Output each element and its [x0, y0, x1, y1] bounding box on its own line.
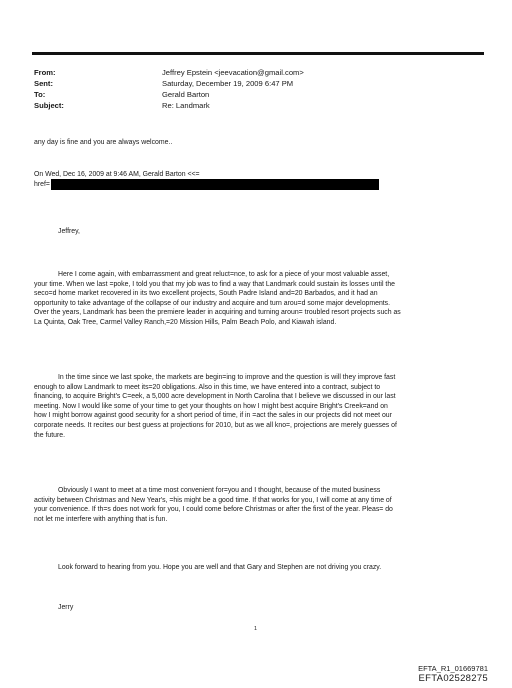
reply-line: any day is fine and you are always welcome..	[34, 139, 173, 146]
subject-label: Subject:	[34, 101, 64, 110]
sent-row	[34, 78, 294, 89]
para1-line: opportunity to take advantage of the collapse of our industry and acquire and turn arou=d some major developments.	[34, 299, 391, 307]
para2-line: the future.	[34, 431, 66, 439]
para3-line: not let me interfere with anything that is fun.	[34, 515, 168, 523]
para1-line: La Quinta, Oak Tree, Carmel Valley Ranch,=20 Mission Hills, Palm Beach Polo, and Kiawah island.	[34, 318, 337, 326]
paragraph-2	[34, 373, 490, 440]
bates-number-1: EFTA_R1_01669781	[418, 664, 488, 673]
para2-line: In the time since we last spoke, the markets are begin=ing to improve and the question is will they improve fast	[58, 374, 396, 381]
para3-line: activity between Christmas and New Year's, =his might be a good time. If that works for you, I will come at any time of	[34, 496, 392, 504]
para2-line: corporate needs. It recites our best guess at projections for 2010, but as we all kno=, projections are merely guesses of	[34, 421, 397, 429]
paragraph-1	[34, 270, 490, 328]
para1-line: your time. When we last =poke, I told you that my job was to find a way that Landmark could sustain its losses until the	[34, 280, 395, 288]
paragraph-3	[34, 486, 490, 524]
page-number: 1	[254, 626, 258, 632]
sent-label: Sent:	[34, 79, 53, 88]
bates-number-2: EFTA02528275	[418, 673, 488, 684]
from-row	[34, 67, 304, 78]
from-label: From:	[34, 68, 56, 77]
subject-row	[34, 100, 210, 111]
para2-line: enough to allow Landmark to meet its=20 obligations. Also in this time, we have entered into a contract, subject to	[34, 383, 381, 391]
signature: Jerry	[58, 604, 74, 611]
sent-value: Saturday, December 19, 2009 6:47 PM	[162, 79, 294, 88]
salutation: Jeffrey,	[58, 228, 80, 235]
para1-line: seco=d home market recovered in its two excellent projects, South Padre Island and=20 Barbados, and it had an	[34, 290, 378, 298]
quote-intro: On Wed, Dec 16, 2009 at 9:46 AM, Gerald Barton <<=	[34, 171, 200, 178]
para1-line: Over the years, Landmark has been the premiere leader in acquiring and turning aroun= troubled resort projects such as	[34, 309, 401, 317]
para3-line: your convenience. If th=s does not work for you, I could come before Christmas or after the first of the year. Pleas= do	[34, 506, 393, 514]
closing-line: Look forward to hearing from you. Hope you are well and that Gary and Stephen are not driving you crazy.	[58, 564, 382, 571]
quote-href: href=	[34, 181, 50, 188]
para2-line: financing, to acquire Bright's C=eek, a 5,000 acre development in North Carolina that I believe we discussed in our last	[34, 393, 396, 401]
para3-line: Obviously I want to meet at a time most convenient for=you and I thought, because of the muted business	[58, 487, 381, 494]
para1-line: Here I come again, with embarrassment and great reluct=nce, to ask for a piece of your most valuable asset,	[58, 271, 390, 278]
to-row	[34, 89, 210, 100]
para2-line: meeting. Now I would like some of your time to get your thoughts on how I might best acquire Bright's Creek=and on	[34, 402, 388, 410]
para2-line: how I might borrow against good security for a short period of time, if in =act the sales in our projects did not meet our	[34, 412, 392, 420]
to-value: Gerald Barton	[162, 90, 210, 99]
redaction-bar	[51, 179, 379, 190]
to-label: To:	[34, 90, 46, 99]
subject-value: Re: Landmark	[162, 101, 210, 110]
header-rule	[32, 52, 484, 55]
from-value: Jeffrey Epstein <jeevacation@gmail.com>	[162, 68, 304, 77]
